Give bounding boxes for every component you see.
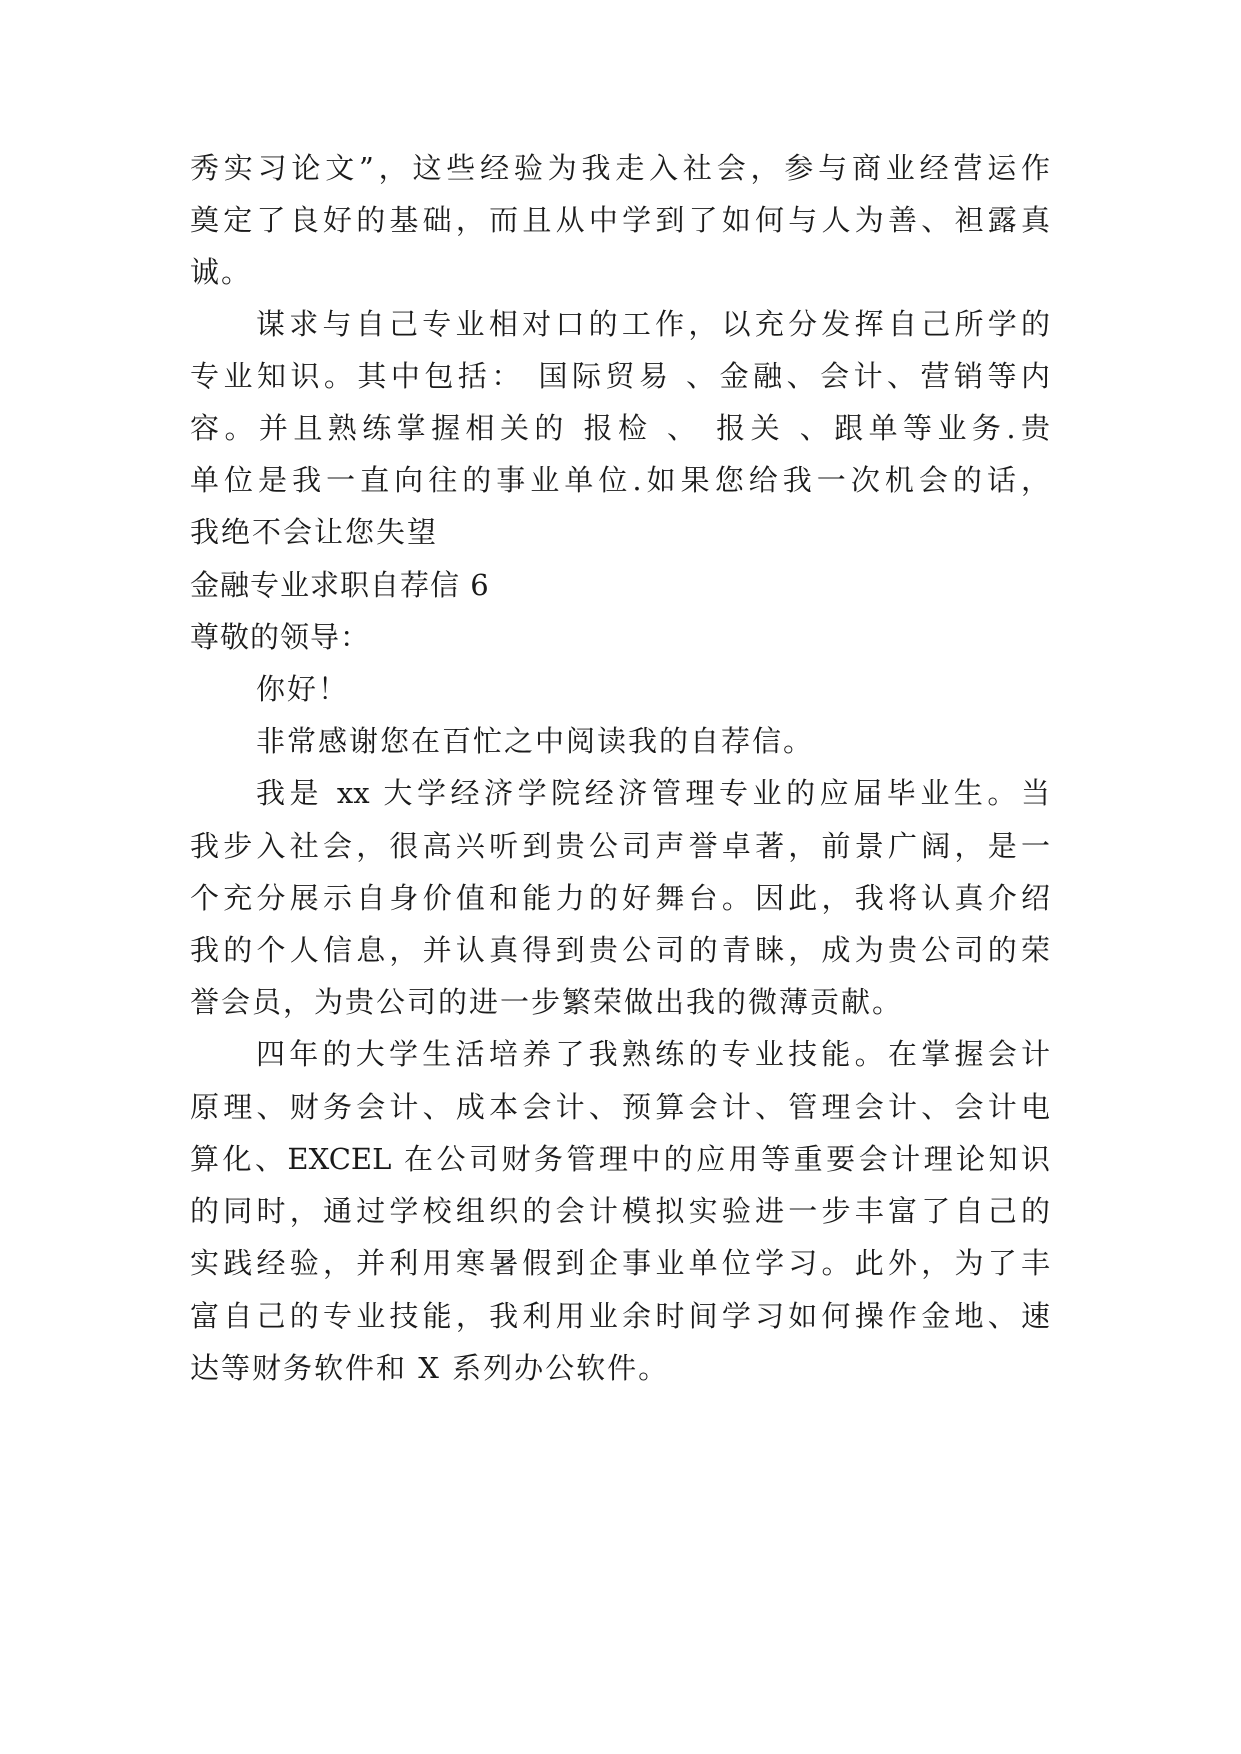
text-line: 实践经验，并利用寒暑假到企事业单位学习。此外，为了丰: [190, 1246, 1050, 1280]
salutation: 尊敬的领导：: [190, 620, 371, 654]
paragraph-first-line: 谋求与自己专业相对口的工作，以充分发挥自己所学的: [256, 307, 1050, 341]
text-line: 诚。: [190, 255, 253, 289]
text-line: 誉会员，为贵公司的进一步繁荣做出我的微薄贡献。: [190, 985, 904, 1019]
text-line: 我步入社会，很高兴听到贵公司声誉卓著，前景广阔，是一: [190, 829, 1050, 863]
text-line: 富自己的专业技能，我利用业余时间学习如何操作金地、速: [190, 1299, 1050, 1333]
section-heading: 金融专业求职自荐信 6: [190, 568, 490, 602]
text-line: 专业知识。其中包括： 国际贸易 、金融、会计、营销等内: [190, 359, 1050, 393]
text-line: 我绝不会让您失望: [190, 515, 439, 549]
text-line: 原理、财务会计、成本会计、预算会计、管理会计、会计电: [190, 1090, 1050, 1124]
text-line: 单位是我一直向往的事业单位.如果您给我一次机会的话，: [190, 463, 1050, 497]
text-line: 个充分展示自身价值和能力的好舞台。因此，我将认真介绍: [190, 881, 1050, 915]
paragraph-first-line: 四年的大学生活培养了我熟练的专业技能。在掌握会计: [256, 1037, 1050, 1071]
text-line: 秀实习论文”，这些经验为我走入社会，参与商业经营运作: [190, 151, 1050, 185]
greeting: 你好！: [256, 672, 350, 706]
text-line: 容。并且熟练掌握相关的 报检 、 报关 、跟单等业务.贵: [190, 411, 1050, 445]
text-line: 达等财务软件和 X 系列办公软件。: [190, 1351, 670, 1385]
text-line: 我的个人信息，并认真得到贵公司的青睐，成为贵公司的荣: [190, 933, 1050, 967]
paragraph-first-line: 非常感谢您在百忙之中阅读我的自荐信。: [256, 724, 815, 758]
text-line: 算化、EXCEL 在公司财务管理中的应用等重要会计理论知识: [190, 1142, 1050, 1176]
paragraph-first-line: 我是 xx 大学经济学院经济管理专业的应届毕业生。当: [256, 776, 1050, 810]
text-line: 奠定了良好的基础，而且从中学到了如何与人为善、袒露真: [190, 203, 1050, 237]
text-line: 的同时，通过学校组织的会计模拟实验进一步丰富了自己的: [190, 1194, 1050, 1228]
